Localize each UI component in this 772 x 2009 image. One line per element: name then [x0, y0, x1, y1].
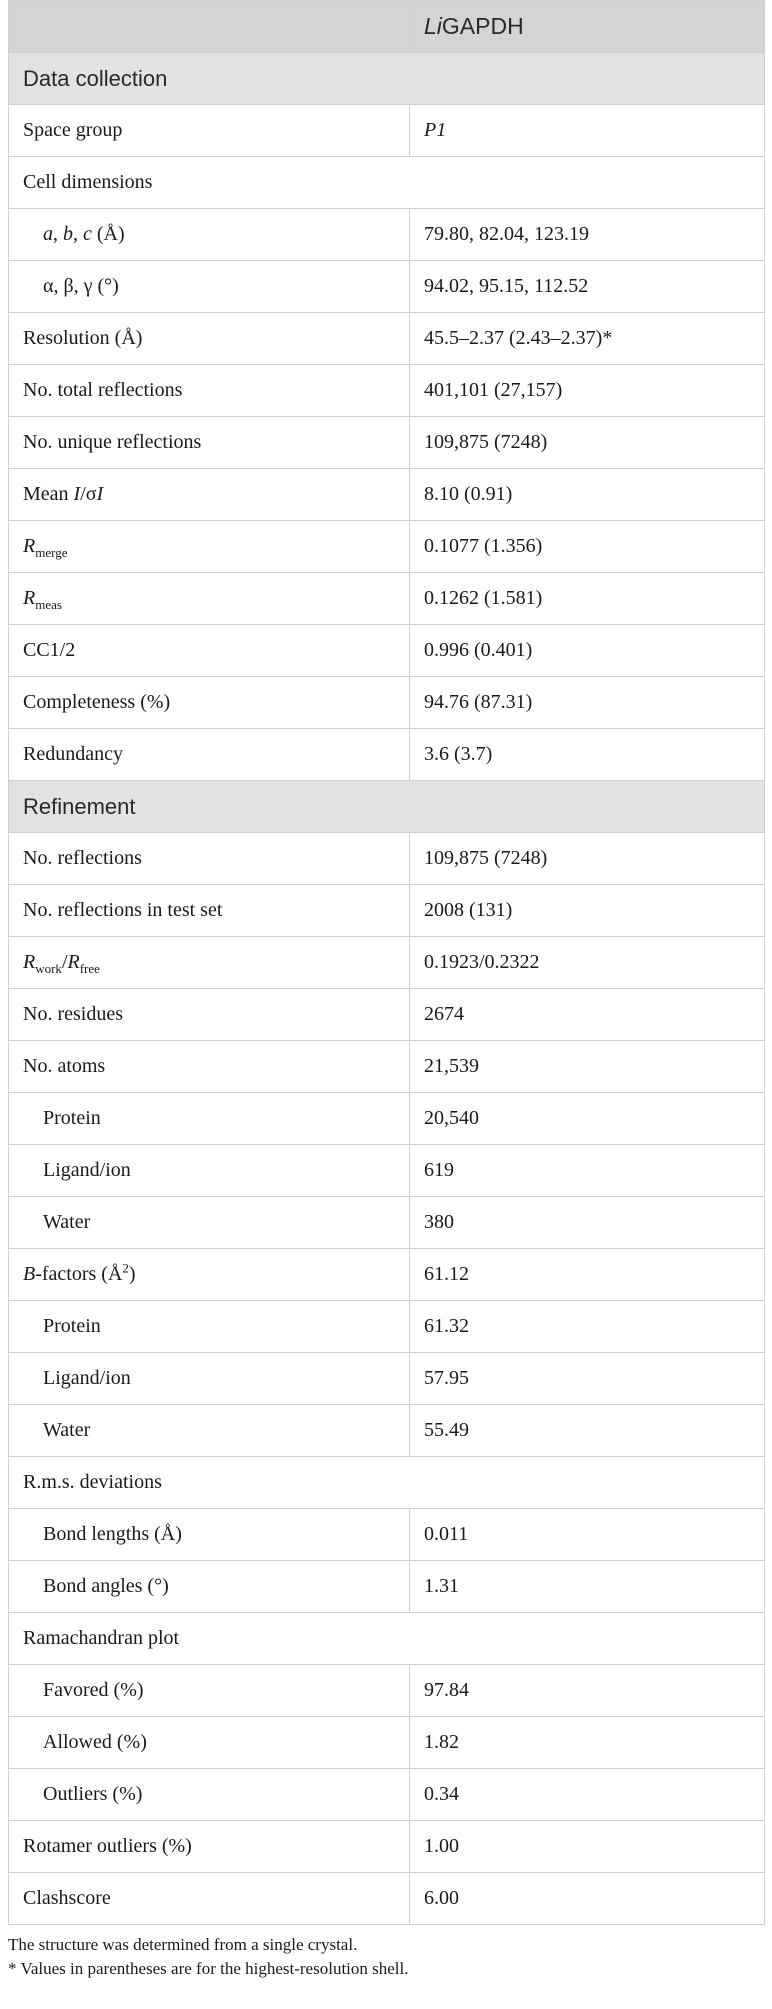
label-b: B	[23, 1263, 36, 1285]
row-label: No. total reflections	[9, 365, 410, 417]
row-value: 401,101 (27,157)	[410, 365, 765, 417]
row-value: 55.49	[410, 1405, 765, 1457]
row-label: Protein	[9, 1093, 410, 1145]
row-value: 0.34	[410, 1769, 765, 1821]
header-protein-name	[410, 1, 765, 53]
table-row	[9, 937, 765, 989]
label-text: -factors (Å	[35, 1263, 123, 1285]
row-label: Space group	[9, 105, 410, 157]
label-subscript: work	[35, 961, 62, 976]
row-value: 61.32	[410, 1301, 765, 1353]
row-value: 94.02, 95.15, 112.52	[410, 261, 765, 313]
table-row	[9, 1145, 765, 1197]
label-a: a	[43, 223, 53, 245]
label-text: Mean	[23, 483, 74, 505]
row-label: a, b, c (Å)	[9, 209, 410, 261]
row-value: 0.1077 (1.356)	[410, 521, 765, 573]
row-label: Ramachandran plot	[9, 1613, 765, 1665]
table-row	[9, 313, 765, 365]
row-label	[9, 469, 410, 521]
row-label: Water	[9, 1197, 410, 1249]
table-row	[9, 365, 765, 417]
row-label: Redundancy	[9, 729, 410, 781]
table-row	[9, 261, 765, 313]
row-value: 6.00	[410, 1873, 765, 1925]
row-value: 619	[410, 1145, 765, 1197]
row-label: Clashscore	[9, 1873, 410, 1925]
row-value: 0.1923/0.2322	[410, 937, 765, 989]
label-b: b	[63, 223, 73, 245]
row-label: Outliers (%)	[9, 1769, 410, 1821]
header-parameter-cell	[9, 1, 410, 53]
row-label: No. residues	[9, 989, 410, 1041]
header-protein-prefix: Li	[424, 13, 442, 39]
row-label: No. reflections	[9, 833, 410, 885]
table-row	[9, 1509, 765, 1561]
table-row	[9, 885, 765, 937]
row-value: 0.996 (0.401)	[410, 625, 765, 677]
row-label	[9, 573, 410, 625]
row-label: Rotamer outliers (%)	[9, 1821, 410, 1873]
row-label: Ligand/ion	[9, 1353, 410, 1405]
row-value: 3.6 (3.7)	[410, 729, 765, 781]
table-row	[9, 1405, 765, 1457]
row-value: 21,539	[410, 1041, 765, 1093]
section-title: Data collection	[9, 53, 765, 105]
row-value: 380	[410, 1197, 765, 1249]
table-row	[9, 989, 765, 1041]
label-close: )	[128, 1263, 136, 1285]
label-sigma: /σ	[80, 483, 97, 505]
table-row	[9, 1769, 765, 1821]
row-label: Water	[9, 1405, 410, 1457]
row-value: 8.10 (0.91)	[410, 469, 765, 521]
table-row	[9, 677, 765, 729]
row-value: 45.5–2.37 (2.43–2.37)*	[410, 313, 765, 365]
row-label: No. unique reflections	[9, 417, 410, 469]
row-label: Resolution (Å)	[9, 313, 410, 365]
table-row	[9, 1041, 765, 1093]
row-label: Bond lengths (Å)	[9, 1509, 410, 1561]
footnote-crystal: The structure was determined from a single crystal.	[8, 1935, 358, 1954]
label-slash: /	[61, 951, 68, 973]
row-label	[9, 937, 410, 989]
table-row	[9, 1873, 765, 1925]
label-r: R	[23, 587, 36, 609]
label-r: R	[67, 951, 80, 973]
table-row	[9, 833, 765, 885]
row-value: 109,875 (7248)	[410, 833, 765, 885]
label-c: c	[83, 223, 92, 245]
row-value: 2674	[410, 989, 765, 1041]
table-row	[9, 1093, 765, 1145]
row-value: 94.76 (87.31)	[410, 677, 765, 729]
row-value: 1.82	[410, 1717, 765, 1769]
row-label: Allowed (%)	[9, 1717, 410, 1769]
header-protein-suffix: GAPDH	[441, 13, 524, 39]
table-row	[9, 521, 765, 573]
row-label	[9, 1249, 410, 1301]
row-label: R.m.s. deviations	[9, 1457, 765, 1509]
label-i: I	[73, 483, 81, 505]
crystallography-statistics-table	[8, 0, 765, 1925]
table-header-row	[9, 1, 765, 53]
row-label: Completeness (%)	[9, 677, 410, 729]
table-row	[9, 1249, 765, 1301]
label-subscript: merge	[35, 545, 68, 560]
table-row	[9, 417, 765, 469]
row-value: 0.1262 (1.581)	[410, 573, 765, 625]
table-row	[9, 625, 765, 677]
table-footnotes	[8, 1933, 772, 1981]
table-container	[8, 0, 772, 1981]
row-label: Ligand/ion	[9, 1145, 410, 1197]
table-row	[9, 209, 765, 261]
row-value: 2008 (131)	[410, 885, 765, 937]
row-value: 79.80, 82.04, 123.19	[410, 209, 765, 261]
row-value: 20,540	[410, 1093, 765, 1145]
section-row-refinement	[9, 781, 765, 833]
table-row	[9, 157, 765, 209]
row-value: 0.011	[410, 1509, 765, 1561]
table-row	[9, 469, 765, 521]
row-label: No. atoms	[9, 1041, 410, 1093]
label-superscript: 2	[122, 1260, 129, 1276]
row-value: 61.12	[410, 1249, 765, 1301]
table-row	[9, 1457, 765, 1509]
row-label: α, β, γ (°)	[9, 261, 410, 313]
label-r: R	[23, 535, 36, 557]
row-label: Favored (%)	[9, 1665, 410, 1717]
table-row	[9, 1717, 765, 1769]
row-label: CC1/2	[9, 625, 410, 677]
label-i: I	[96, 483, 104, 505]
row-label: Bond angles (°)	[9, 1561, 410, 1613]
label-subscript: free	[79, 961, 100, 976]
label-r: R	[23, 951, 36, 973]
row-value: P1	[410, 105, 765, 157]
table-row	[9, 1821, 765, 1873]
row-value: 109,875 (7248)	[410, 417, 765, 469]
row-value: 57.95	[410, 1353, 765, 1405]
table-row	[9, 1561, 765, 1613]
table-row	[9, 1197, 765, 1249]
footnote-parentheses: * Values in parentheses are for the highest-resolution shell.	[8, 1959, 409, 1978]
row-label: Cell dimensions	[9, 157, 765, 209]
table-row	[9, 1353, 765, 1405]
label-subscript: meas	[35, 597, 62, 612]
section-title: Refinement	[9, 781, 765, 833]
row-value: 97.84	[410, 1665, 765, 1717]
row-value: 1.00	[410, 1821, 765, 1873]
table-row	[9, 729, 765, 781]
table-row	[9, 1613, 765, 1665]
table-row	[9, 1301, 765, 1353]
section-row-data-collection	[9, 53, 765, 105]
table-row	[9, 573, 765, 625]
row-value: 1.31	[410, 1561, 765, 1613]
table-row	[9, 105, 765, 157]
label-unit: (Å)	[91, 223, 125, 245]
table-row	[9, 1665, 765, 1717]
row-label	[9, 521, 410, 573]
row-label: Protein	[9, 1301, 410, 1353]
row-label: No. reflections in test set	[9, 885, 410, 937]
